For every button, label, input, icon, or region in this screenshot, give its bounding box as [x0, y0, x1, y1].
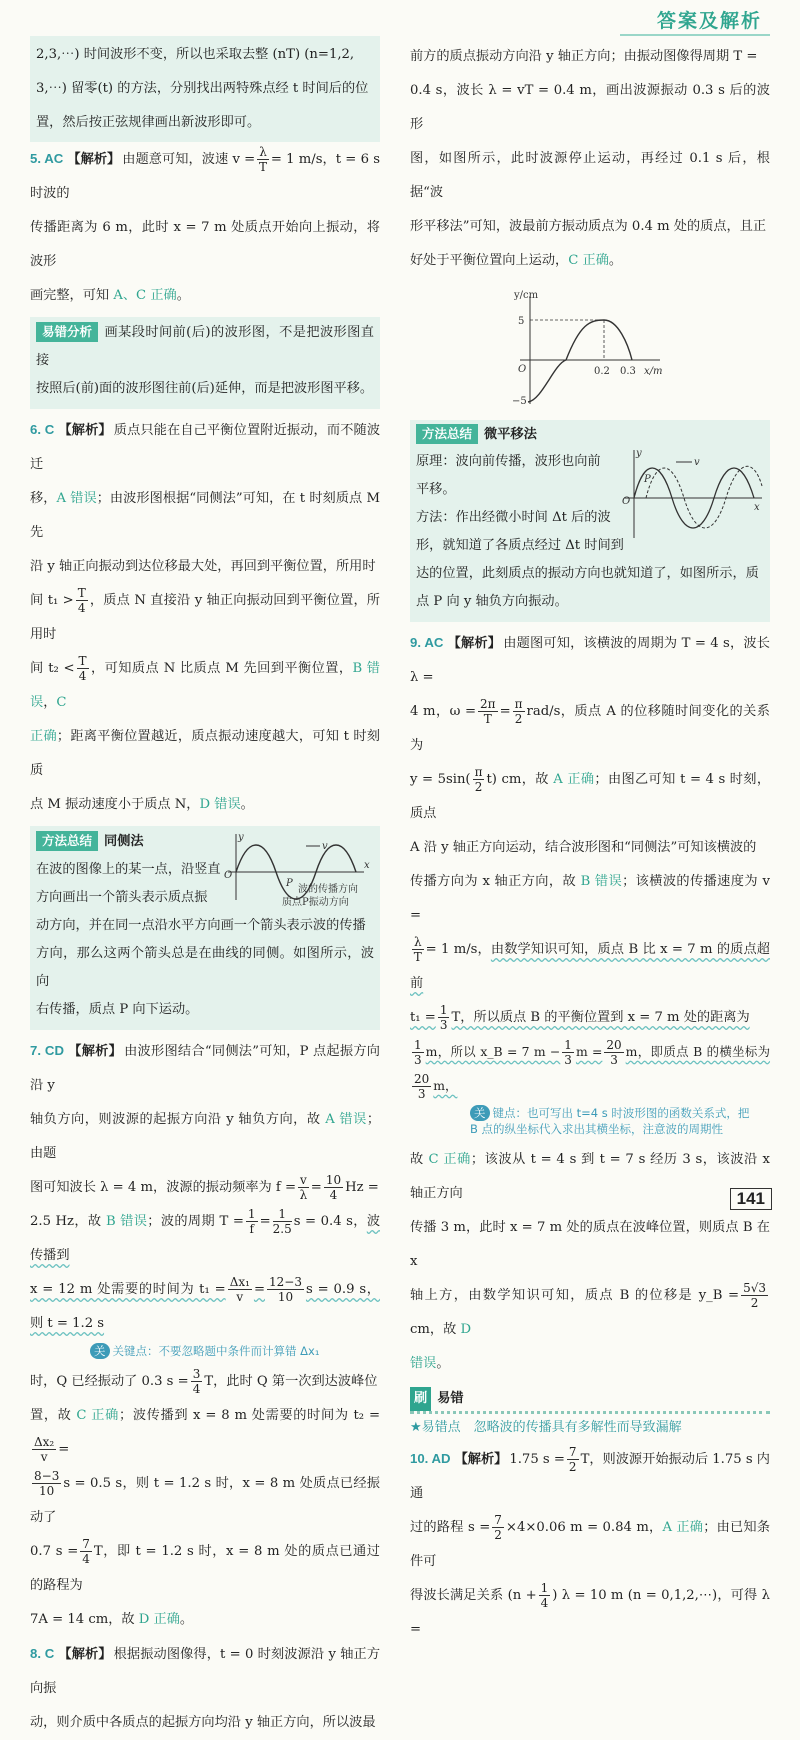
- key-icon: 关: [90, 1343, 110, 1359]
- fraction: $\frac{2\pi}{T}$: [480, 697, 496, 726]
- fraction: $\frac{\text{Δx₁}}{v}$: [229, 1275, 250, 1304]
- text: T，即 t = 1.2 s 时，x = 8 m 处的质点已通过的路程为: [30, 1544, 380, 1593]
- text: ，可知质点 N 比质点 M 先回到平衡位置，: [90, 661, 353, 676]
- result-correct: C 正确: [76, 1408, 119, 1423]
- result-correct: A 正确: [662, 1520, 704, 1535]
- text: 移，: [30, 491, 57, 506]
- origin-label: O: [224, 870, 233, 881]
- text: 。: [608, 253, 623, 268]
- point-label: P: [286, 878, 293, 889]
- fraction: $\frac{3}{4}$: [192, 1367, 201, 1396]
- tip-same-side-method: [30, 826, 380, 1030]
- text: 根据振动图像得，t = 0 时刻波源沿 y 轴正方向振: [30, 1647, 381, 1696]
- right-column: [410, 40, 770, 1647]
- tip-label: 方法总结: [416, 424, 478, 444]
- text: 间 t₂ <: [30, 661, 75, 676]
- text: rad/s，质点 A 的位移随时间变化的关系为: [410, 704, 770, 753]
- tip-micro-shift-method: [410, 420, 770, 622]
- answer-9: [410, 626, 770, 1381]
- result-wrong: B 错误: [580, 874, 623, 889]
- text: 轴上方，由数学知识可知，质点 B 的位移是 y_B =: [410, 1288, 740, 1303]
- text: 过的路程 s =: [410, 1520, 491, 1535]
- same-side-diagram: [214, 830, 374, 906]
- analysis-tag: 【解析】: [67, 1044, 123, 1059]
- page-number: 141: [730, 1188, 772, 1210]
- fraction: $\frac{20}{3}$: [606, 1038, 622, 1067]
- intro-block: [30, 36, 380, 142]
- text: T，此时 Q 第一次到达波峰位: [204, 1374, 378, 1389]
- text: Hz =: [345, 1180, 379, 1195]
- answer-number: 5. AC: [30, 151, 64, 166]
- text: t) cm，故: [486, 772, 554, 787]
- result-correct: C: [56, 695, 67, 710]
- text: m，即质点 B 的横坐标为: [625, 1044, 771, 1059]
- fraction: $\frac{5√3}{2}$: [743, 1281, 766, 1310]
- origin-label: O: [518, 364, 527, 375]
- intro-line: 2,3,⋯) 时间波形不变，所以也采取去整 (nT) (n=1,2,: [36, 47, 355, 62]
- text: 图，如图所示，此时波源停止运动，再经过 0.1 s 后，根据“波: [410, 151, 770, 200]
- text: 。: [176, 288, 190, 303]
- tip-error-analysis: [30, 317, 380, 409]
- text: 2.5 Hz，故: [30, 1214, 106, 1229]
- text: 间 t₁ >: [30, 593, 74, 608]
- text: ；该波从 t = 4 s 到 t = 7 s 经历 3 s，该波沿 x 轴正方向: [410, 1152, 770, 1201]
- text: T，所以质点 B 的平衡位置到 x = 7 m 处的距离为: [451, 1010, 750, 1025]
- text: =: [310, 1180, 322, 1195]
- text: 原理：波向前传播，波形也向前: [416, 454, 601, 469]
- answer-8: [30, 1637, 380, 1740]
- text: 方向，那么这两个箭头总是在曲线的同侧。如图所示，波向: [36, 946, 374, 989]
- result-correct: A 正确: [553, 772, 595, 787]
- tip-label: 方法总结: [36, 831, 98, 851]
- fraction: $\frac{\text{Δx₂}}{v}$: [34, 1435, 55, 1464]
- velocity-label: v: [322, 841, 328, 852]
- text: ×4×0.06 m = 0.84 m，: [505, 1520, 663, 1535]
- answer-number: 8. C: [30, 1646, 55, 1661]
- tip-title: 微平移法: [484, 427, 537, 442]
- text: ，: [43, 695, 57, 710]
- tick-label: −5: [512, 396, 527, 407]
- text: = 1 m/s，t = 6 s 时波的: [30, 152, 380, 201]
- text: 沿 y 轴正向振动到达位移最大处，再回到平衡位置，所用时: [30, 559, 376, 574]
- result-wrong: D: [460, 1322, 472, 1337]
- waveform-svg: [510, 284, 680, 412]
- result-wrong: D 错误: [199, 797, 241, 812]
- text: ；由已知条件可: [410, 1520, 771, 1569]
- text: 平移。: [416, 482, 456, 497]
- text: ；该横波的传播速度为 v =: [410, 874, 770, 923]
- result-correct: C 正确: [568, 253, 609, 268]
- answer-8-continued: [410, 40, 770, 416]
- text: 。: [436, 1356, 450, 1371]
- fraction: $\frac{v}{\lambda}$: [299, 1173, 308, 1202]
- fraction: $\frac{12-3}{10}$: [269, 1275, 302, 1304]
- tip-label: 易错分析: [36, 322, 98, 342]
- text: t₁ =: [410, 1010, 436, 1025]
- text: 0.7 s =: [30, 1544, 79, 1559]
- origin-label: O: [622, 496, 631, 507]
- tick-label: 0.3: [620, 366, 636, 377]
- text: 4 m，ω =: [410, 704, 477, 719]
- text: 轴负方向，则波源的起振方向沿 y 轴负方向，故: [30, 1112, 326, 1127]
- text: ；由题: [30, 1112, 380, 1161]
- answer-5: [30, 142, 380, 313]
- text: 由波形图结合“同侧法”可知，P 点起振方向沿 y: [30, 1044, 380, 1093]
- result-correct: C 正确: [428, 1152, 471, 1167]
- text: ；距离平衡位置越近，质点振动速度越大，可知 t 时刻质: [30, 729, 380, 778]
- axis-label-x: x: [754, 502, 760, 513]
- text: 图可知波长 λ = 4 m，波源的振动频率为 f =: [30, 1180, 297, 1195]
- wave-direction-label: 波的传播方向: [298, 884, 358, 895]
- text: B 点的纵坐标代入求出其横坐标，注意波的周期性: [470, 1122, 724, 1136]
- text: 1.75 s =: [509, 1452, 565, 1467]
- analysis-tag: 【解析】: [447, 636, 502, 651]
- tick-label: 0.2: [594, 366, 610, 377]
- text: 质点只能在自己平衡位置附近振动，而不随波迁: [30, 423, 381, 472]
- text: =: [253, 1282, 265, 1297]
- text: ；波的周期 T =: [147, 1214, 244, 1229]
- text: 0.4 s，波长 λ = vT = 0.4 m，画出波源振动 0.3 s 后的波形: [410, 83, 770, 132]
- axis-label-y: y: [238, 832, 244, 843]
- answer-number: 7. CD: [30, 1043, 64, 1058]
- particle-direction-label: 质点P振动方向: [282, 897, 349, 908]
- text: ；由图乙可知 t = 4 s 时刻，质点: [410, 772, 771, 821]
- text: ；由波形图根据“同侧法”可知，在 t 时刻质点 M 先: [30, 491, 380, 540]
- text: 形，就知道了各质点经过 Δt 时间到: [416, 538, 624, 553]
- text: =: [499, 704, 511, 719]
- text: m，: [433, 1078, 458, 1093]
- text: 画某段时间前(后)的波形图，不是把波形图直接: [36, 325, 374, 368]
- text: 传播距离为 6 m，此时 x = 7 m 处质点开始向上振动，将波形: [30, 220, 380, 269]
- analysis-tag: 【解析】: [67, 152, 121, 167]
- text: 动方向，并在同一点沿水平方向画一个箭头表示波的传播: [36, 918, 366, 933]
- text: 传播 3 m，此时 x = 7 m 处的质点在波峰位置，则质点 B 在 x: [410, 1220, 770, 1269]
- text: 形平移法”可知，波最前方振动质点为 0.4 m 处的质点，且正: [410, 219, 767, 234]
- point-label: P: [644, 474, 651, 485]
- tick-label: 5: [518, 316, 525, 327]
- fraction: $\frac{\lambda}{T}$: [413, 935, 422, 964]
- fraction: $\frac{1}{f}$: [247, 1207, 256, 1236]
- text: 按照后(前)面的波形图往前(后)延伸，而是把波形图平移。: [36, 381, 374, 396]
- fraction: $\frac{20}{3}$: [414, 1072, 430, 1101]
- text: x = 12 m 处需要的时间为 t₁ =: [30, 1282, 226, 1297]
- text: m =: [575, 1044, 603, 1059]
- key-point-note: [30, 1343, 380, 1359]
- text: 传播方向为 x 轴正方向，故: [410, 874, 581, 889]
- micro-shift-diagram: [616, 446, 766, 542]
- result-correct: 正确: [30, 729, 57, 744]
- text: = 1 m/s，: [425, 942, 491, 957]
- text: 关键点：不要忽略题中条件而计算错 Δx₁: [112, 1344, 320, 1358]
- text: 由数学知识可知，质点 B 比 x = 7 m 的质点超前: [410, 942, 770, 991]
- fraction: $\frac{\pi}{2}$: [474, 765, 483, 794]
- velocity-label: v: [694, 457, 700, 468]
- text: s = 0.4 s，: [293, 1214, 367, 1229]
- text: s = 0.9 s，则 t = 1.2 s: [30, 1282, 380, 1331]
- text: 。: [179, 1612, 194, 1627]
- key-point-note: [410, 1105, 770, 1137]
- text: 置，故: [30, 1408, 77, 1423]
- text: cm，故: [410, 1322, 461, 1337]
- text: 键点：也可写出 t=4 s 时波形图的函数关系式，把: [492, 1106, 750, 1120]
- result-wrong: A 错误: [325, 1112, 367, 1127]
- fraction: $\frac{8-3}{10}$: [34, 1469, 60, 1498]
- text: m，所以 x_B = 7 m −: [425, 1044, 561, 1059]
- fraction: $\frac{1}{3}$: [439, 1003, 448, 1032]
- text: 动，则介质中各质点的起振方向均沿 y 轴正方向，所以波最: [30, 1715, 376, 1730]
- section-mark-icon: 刷: [410, 1387, 431, 1411]
- text: 画完整，可知: [30, 288, 114, 303]
- text: 达的位置，此刻质点的振动方向也就知道了，如图所示，质: [416, 566, 759, 581]
- axis-label-y: y: [636, 448, 642, 459]
- error-section-header: [410, 1387, 770, 1414]
- text: 由题意可知，波速 v =: [122, 152, 256, 167]
- text: 波传播到: [30, 1214, 380, 1263]
- text: 前方的质点振动方向沿 y 轴正方向；由振动图像得周期 T =: [410, 49, 758, 64]
- page-header-title: 答案及解析: [656, 10, 762, 32]
- text: A 沿 y 轴正方向运动，结合波形图和“同侧法”可知该横波的: [410, 840, 757, 855]
- fraction: $\frac{10}{4}$: [325, 1173, 342, 1202]
- text: 时，Q 已经振动了 0.3 s =: [30, 1374, 189, 1389]
- text: y = 5sin(: [410, 772, 471, 787]
- fraction: $\frac{1}{3}$: [414, 1038, 422, 1067]
- result-correct: D 正确: [138, 1612, 180, 1627]
- fraction: $\frac{1}{4}$: [540, 1581, 549, 1610]
- text: ，质点 N 直接沿 y 轴正向振动回到平衡位置，所用时: [30, 593, 380, 642]
- key-icon: 关: [470, 1105, 490, 1121]
- text: ；波传播到 x = 8 m 处需要的时间为 t₂ =: [119, 1408, 380, 1423]
- fraction: $\frac{T}{4}$: [77, 586, 86, 615]
- text: 好处于平衡位置向上运动，: [410, 253, 569, 268]
- fraction: $\frac{1}{3}$: [564, 1038, 572, 1067]
- tip-title: 同侧法: [104, 834, 144, 849]
- result-correct: A、C 正确: [113, 288, 177, 303]
- result-wrong: B 错误: [30, 661, 380, 710]
- text: 方向画出一个箭头表示质点振: [36, 890, 208, 905]
- result-wrong: 错误: [410, 1356, 437, 1371]
- x-axis-label: x/m: [644, 366, 663, 377]
- intro-line: 3,⋯) 留零(t) 的方法，分别找出两特殊点经 t 时间后的位: [36, 81, 369, 96]
- answer-number: 10. AD: [410, 1451, 451, 1466]
- answer-number: 9. AC: [410, 635, 444, 650]
- wave-curve: [528, 320, 632, 402]
- intro-line: 置，然后按正弦规律画出新波形即可。: [36, 115, 261, 130]
- text: 故: [410, 1152, 429, 1167]
- header-underline: [620, 34, 770, 36]
- text: 由题图可知，该横波的周期为 T = 4 s，波长 λ =: [410, 636, 770, 685]
- text: 点 P 向 y 轴负方向振动。: [416, 594, 568, 609]
- text: 。: [240, 797, 254, 812]
- text: 右传播，质点 P 向下运动。: [36, 1002, 199, 1017]
- text: 7A = 14 cm，故: [30, 1612, 139, 1627]
- fraction: $\frac{\pi}{2}$: [514, 697, 523, 726]
- axis-label-x: x: [364, 860, 370, 871]
- text: s = 0.5 s，则 t = 1.2 s 时，x = 8 m 处质点已经振动了: [30, 1476, 380, 1525]
- waveform-graph: [410, 284, 770, 416]
- fraction: $\frac{T}{4}$: [78, 654, 87, 683]
- fraction: $\frac{\lambda}{T}$: [259, 145, 268, 174]
- text: =: [58, 1442, 70, 1457]
- fraction: $\frac{1}{2.5}$: [272, 1207, 292, 1236]
- analysis-tag: 【解析】: [58, 423, 112, 438]
- section-title: 易错: [437, 1391, 464, 1406]
- result-wrong: A 错误: [56, 491, 97, 506]
- text: ) λ = 10 m (n = 0,1,2,⋯)，可得 λ =: [410, 1588, 771, 1637]
- answer-7: [30, 1034, 380, 1637]
- answer-10: [410, 1442, 770, 1647]
- fraction: $\frac{7}{2}$: [568, 1445, 577, 1474]
- left-column: [30, 36, 380, 1740]
- fraction: $\frac{7}{2}$: [494, 1513, 502, 1542]
- error-point-subhead: ★易错点 忽略波的传播具有多解性而导致漏解: [410, 1420, 682, 1435]
- result-wrong: B 错误: [105, 1214, 148, 1229]
- text: 点 M 振动速度小于质点 N，: [30, 797, 200, 812]
- text: 方法：作出经微小时间 Δt 后的波: [416, 510, 611, 525]
- text: T，则波源开始振动后 1.75 s 内通: [410, 1452, 770, 1501]
- fraction: $\frac{7}{4}$: [82, 1537, 90, 1566]
- y-axis-label: y/cm: [514, 290, 539, 301]
- analysis-tag: 【解析】: [58, 1647, 112, 1662]
- text: 得波长满足关系 (n +: [410, 1588, 537, 1603]
- answer-6: [30, 413, 380, 822]
- text: 在波的图像上的某一点，沿竖直: [36, 862, 221, 877]
- analysis-tag: 【解析】: [454, 1452, 508, 1467]
- answer-number: 6. C: [30, 422, 55, 437]
- text: =: [259, 1214, 271, 1229]
